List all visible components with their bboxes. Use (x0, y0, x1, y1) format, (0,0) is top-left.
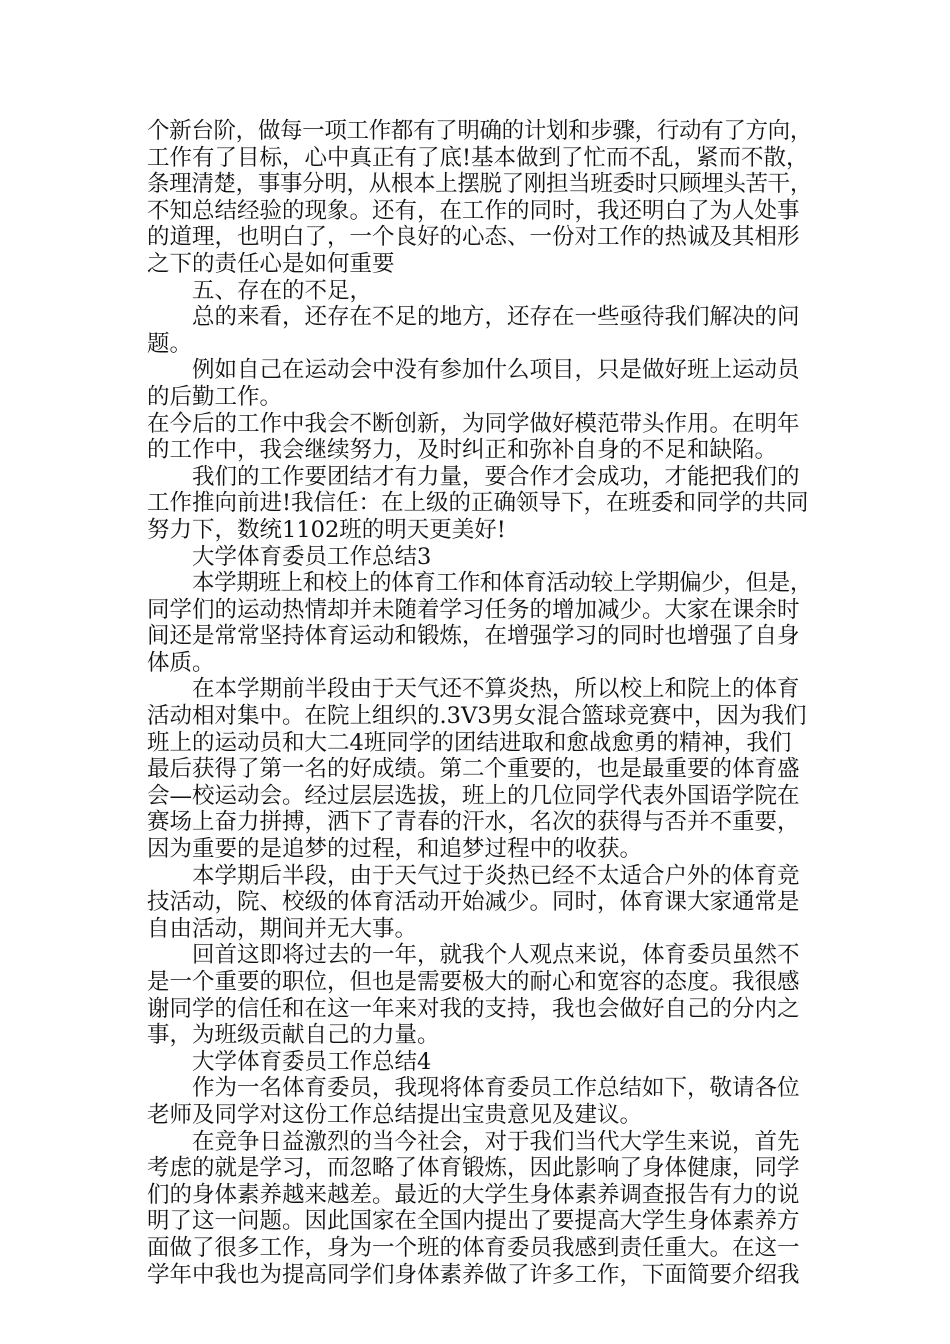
document-body (147, 118, 812, 1288)
text-line: 在今后的工作中我会不断创新，为同学做好模范带头作用。在明年 (147, 410, 800, 437)
text-line: 因为重要的是追梦的过程，和追梦过程中的收获。 (147, 836, 643, 863)
text-line: 总的来看，还存在不足的地方，还存在一些亟待我们解决的问 (192, 304, 800, 331)
text-line: 回首这即将过去的一年，就我个人观点来说，体育委员虽然不 (192, 942, 800, 969)
text-line: 会—校运动会。经过层层选拔，班上的几位同学代表外国语学院在 (147, 782, 800, 809)
text-line: 条理清楚，事事分明，从根本上摆脱了刚担当班委时只顾埋头苦干， (147, 171, 813, 198)
text-line: 个新台阶，做每一项工作都有了明确的计划和步骤，行动有了方向， (147, 118, 813, 144)
text-line: 本学期班上和校上的体育工作和体育活动较上学期偏少，但是， (192, 570, 813, 597)
text-line: 工作推向前进!我信任：在上级的正确领导下，在班委和同学的共同 (147, 490, 809, 517)
text-line: 明了这一问题。因此国家在全国内提出了要提高大学生身体素养方 (147, 1208, 800, 1235)
text-line: 学年中我也为提高同学们身体素养做了许多工作，下面简要介绍我 (147, 1261, 800, 1288)
text-line: 老师及同学对这份工作总结提出宝贵意见及建议。 (147, 1101, 643, 1128)
text-line: 五、存在的不足， (192, 277, 373, 304)
text-line: 作为一名体育委员，我现将体育委员工作总结如下，敬请各位 (192, 1075, 800, 1102)
text-line: 不知总结经验的现象。还有，在工作的同时，我还明白了为人处事 (147, 197, 800, 224)
text-line: 例如自己在运动会中没有参加什么项目，只是做好班上运动员 (192, 357, 800, 384)
text-line: 间还是常常坚持体育运动和锻炼，在增强学习的同时也增强了自身 (147, 623, 800, 650)
text-line: 最后获得了第一名的好成绩。第二个重要的，也是最重要的体育盛 (147, 756, 800, 783)
text-line: 大学体育委员工作总结3 (192, 543, 432, 570)
text-line: 考虑的就是学习，而忽略了体育锻炼，因此影响了身体健康，同学 (147, 1155, 800, 1182)
text-line: 在本学期前半段由于天气还不算炎热，所以校上和院上的体育 (192, 676, 800, 703)
text-line: 们的身体素养越来越差。最近的大学生身体素养调查报告有力的说 (147, 1181, 800, 1208)
text-line: 努力下，数统1102班的明天更美好! (147, 516, 506, 543)
text-line: 自由活动，期间并无大事。 (147, 915, 418, 942)
text-line: 我们的工作要团结才有力量，要合作才会成功，才能把我们的 (192, 463, 800, 490)
text-line: 之下的责任心是如何重要 (147, 250, 395, 277)
text-line: 班上的运动员和大二4班同学的团结进取和愈战愈勇的精神，我们 (147, 729, 792, 756)
text-line: 工作有了目标，心中真正有了底!基本做到了忙而不乱，紧而不散， (147, 144, 809, 171)
text-line: 是一个重要的职位，但也是需要极大的耐心和宽容的态度。我很感 (147, 969, 800, 995)
text-line: 谢同学的信任和在这一年来对我的支持，我也会做好自己的分内之 (147, 995, 800, 1022)
text-line: 本学期后半段，由于天气过于炎热已经不太适合户外的体育竞 (192, 862, 800, 889)
text-line: 活动相对集中。在院上组织的.3V3男女混合篮球竞赛中，因为我们 (147, 703, 807, 730)
text-line: 同学们的运动热情却并未随着学习任务的增加减少。大家在课余时 (147, 596, 800, 623)
text-line: 的后勤工作。 (147, 383, 283, 410)
text-line: 赛场上奋力拼搏，洒下了青春的汗水，名次的获得与否并不重要， (147, 809, 800, 836)
text-line: 在竞争日益激烈的当今社会，对于我们当代大学生来说，首先 (192, 1128, 800, 1155)
text-line: 题。 (147, 330, 193, 357)
text-line: 技活动，院、校级的体育活动开始减少。同时，体育课大家通常是 (147, 889, 800, 916)
text-line: 的道理，也明白了，一个良好的心态、一份对工作的热诚及其相形 (147, 224, 800, 251)
text-line: 面做了很多工作，身为一个班的体育委员我感到责任重大。在这一 (147, 1234, 800, 1261)
text-line: 体质。 (147, 649, 215, 676)
text-line: 事，为班级贡献自己的力量。 (147, 1022, 440, 1049)
text-line: 的工作中，我会继续努力，及时纠正和弥补自身的不足和缺陷。 (147, 437, 778, 464)
text-line: 大学体育委员工作总结4 (192, 1048, 432, 1075)
